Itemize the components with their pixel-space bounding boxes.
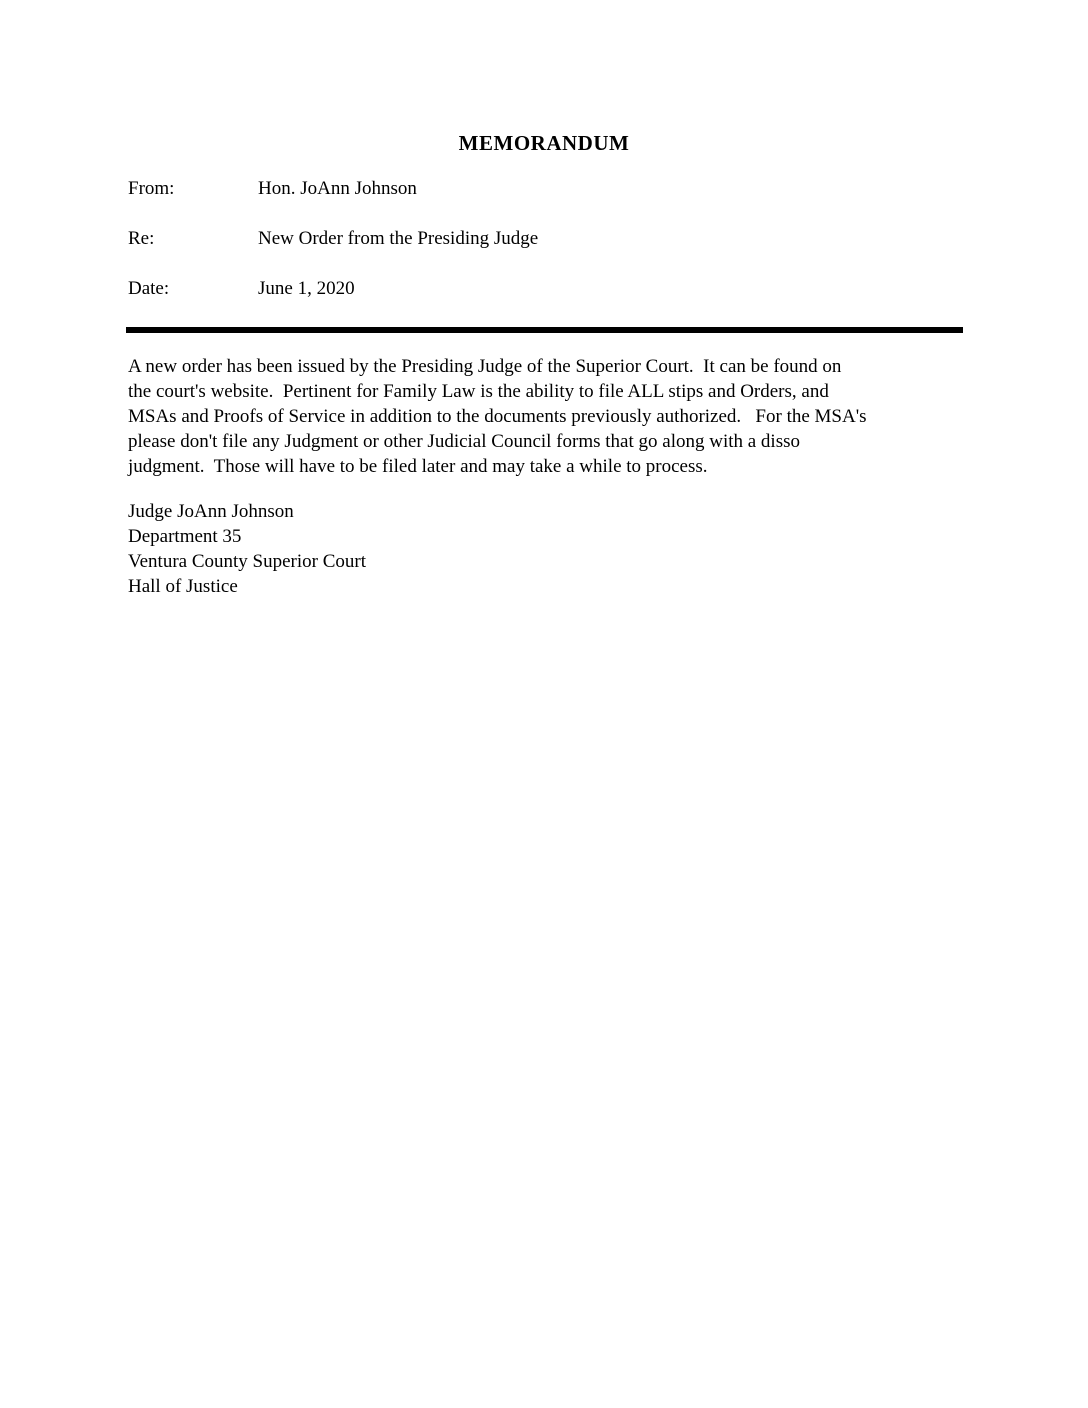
body-line: A new order has been issued by the Presiding Judge of the Superior Court. It can be found on <box>128 356 842 377</box>
memo-header-fields <box>128 179 964 329</box>
memo-from-label: From: <box>128 178 175 199</box>
memo-title: MEMORANDUM <box>458 131 630 155</box>
signature-department: Department 35 <box>128 526 242 547</box>
memo-date-label: Date: <box>128 278 170 299</box>
memo-body-paragraph <box>128 354 988 479</box>
signature-building: Hall of Justice <box>128 576 238 597</box>
body-line: MSAs and Proofs of Service in addition to the documents previously authorized. For the MSA's <box>128 406 867 427</box>
memo-from-row <box>128 179 964 199</box>
body-line: judgment. Those will have to be filed later and may take a while to process. <box>128 456 708 477</box>
memo-re-value: New Order from the Presiding Judge <box>258 228 539 249</box>
memo-re-label: Re: <box>128 228 155 249</box>
memo-from-value: Hon. JoAnn Johnson <box>258 178 417 199</box>
memo-date-value: June 1, 2020 <box>258 278 355 299</box>
signature-court: Ventura County Superior Court <box>128 551 367 572</box>
signature-name: Judge JoAnn Johnson <box>128 501 294 522</box>
body-line: the court's website. Pertinent for Family Law is the ability to file ALL stips and Orders, and <box>128 381 829 402</box>
memo-signature-block <box>128 499 728 599</box>
memo-re-row <box>128 229 964 249</box>
memo-date-row <box>128 279 964 299</box>
horizontal-divider <box>126 327 963 333</box>
body-line: please don't file any Judgment or other Judicial Council forms that go along with a disso <box>128 431 800 452</box>
